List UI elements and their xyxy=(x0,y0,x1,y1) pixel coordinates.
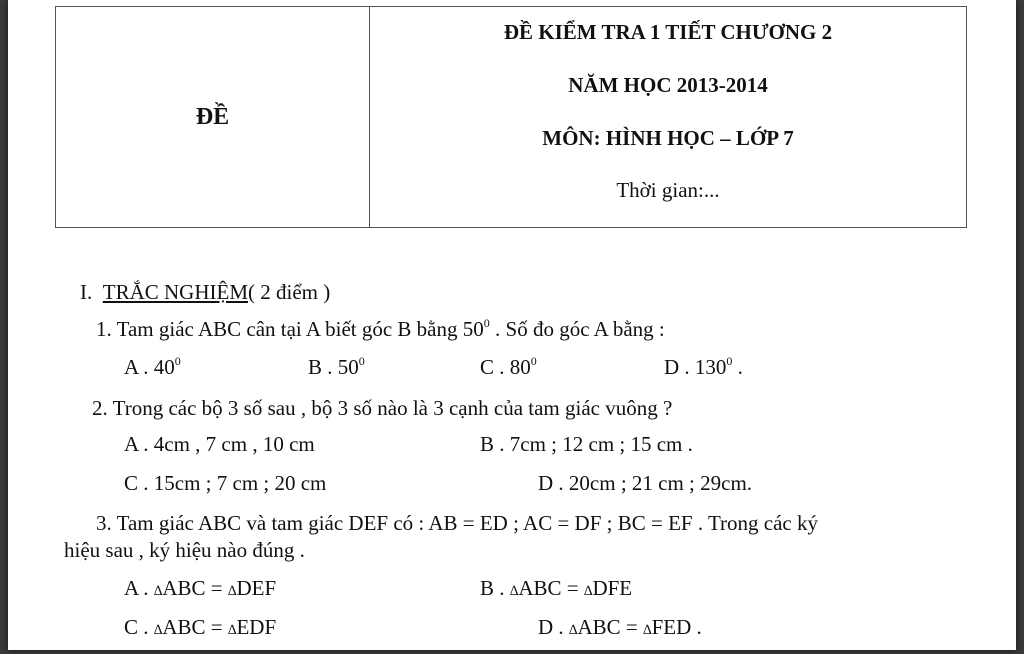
q1-option-c xyxy=(480,355,537,380)
section-number: I. xyxy=(80,280,93,304)
triangle-icon: ∆ xyxy=(227,623,237,638)
q1-b-text: B . 50 xyxy=(308,355,359,379)
q3-d-left: ABC = xyxy=(577,615,644,639)
q3-option-c xyxy=(124,615,276,640)
q3-option-b xyxy=(480,576,632,601)
exam-title: ĐỀ KIỂM TRA 1 TIẾT CHƯƠNG 2 xyxy=(503,20,833,44)
document-page xyxy=(8,0,1016,650)
q1-option-a xyxy=(124,355,181,380)
q1-c-text: C . 80 xyxy=(480,355,531,379)
q3-option-a xyxy=(124,576,276,601)
q3-c-right: EDF xyxy=(236,615,277,639)
q1-option-b xyxy=(308,355,365,380)
question-3-line1: 3. Tam giác ABC và tam giác DEF có : AB = ED ; AC = DF ; BC = EF . Trong các ký xyxy=(96,511,818,535)
header-table xyxy=(55,6,967,228)
question-3-line2: hiệu sau , ký hiệu nào đúng . xyxy=(64,538,305,562)
triangle-icon: ∆ xyxy=(153,623,163,638)
q3-b-left: ABC = xyxy=(518,576,584,600)
q3-b-label: B . xyxy=(480,576,505,600)
q3-a-label: A . xyxy=(124,576,149,600)
q3-c-left: ABC = xyxy=(162,615,228,639)
question-1 xyxy=(96,317,665,342)
section-heading xyxy=(80,280,330,305)
triangle-icon: ∆ xyxy=(643,623,652,638)
section-title: TRẮC NGHIỆM xyxy=(102,280,248,304)
question-2: 2. Trong các bộ 3 số sau , bộ 3 số nào là 3 cạnh của tam giác vuông ? xyxy=(92,396,673,420)
q1-d-sup: 0 xyxy=(726,354,733,368)
q1-d-text: D . 130 xyxy=(664,355,727,379)
triangle-icon: ∆ xyxy=(568,623,578,638)
header-info xyxy=(370,7,966,227)
q3-b-right: DFE xyxy=(592,576,633,600)
q1-text-end: . Số đo góc A bằng : xyxy=(489,317,665,341)
triangle-icon: ∆ xyxy=(153,584,163,599)
q2-option-d: D . 20cm ; 21 cm ; 29cm. xyxy=(538,471,753,495)
subject-line: MÔN: HÌNH HỌC – LỚP 7 xyxy=(542,126,794,150)
q1-a-sup: 0 xyxy=(174,354,181,368)
triangle-icon: ∆ xyxy=(583,584,593,599)
q2-option-b: B . 7cm ; 12 cm ; 15 cm . xyxy=(480,432,693,456)
triangle-icon: ∆ xyxy=(227,584,237,599)
q3-c-label: C . xyxy=(124,615,149,639)
q1-text: 1. Tam giác ABC cân tại A biết góc B bằng 50 xyxy=(96,317,484,341)
triangle-icon: ∆ xyxy=(509,584,519,599)
exam-label: ĐỀ xyxy=(56,7,370,227)
q3-a-right: DEF xyxy=(236,576,277,600)
q3-d-label: D . xyxy=(538,615,564,639)
q3-d-right: FED . xyxy=(651,615,702,639)
q1-c-sup: 0 xyxy=(530,354,537,368)
q2-option-a: A . 4cm , 7 cm , 10 cm xyxy=(124,432,315,456)
q3-a-left: ABC = xyxy=(162,576,228,600)
q2-option-c: C . 15cm ; 7 cm ; 20 cm xyxy=(124,471,327,495)
school-year: NĂM HỌC 2013-2014 xyxy=(568,73,768,97)
q1-option-d xyxy=(664,355,743,380)
q3-option-d xyxy=(538,615,702,640)
q1-degree: 0 xyxy=(483,316,490,330)
q1-d-end: . xyxy=(732,355,743,379)
q1-a-text: A . 40 xyxy=(124,355,175,379)
q1-b-sup: 0 xyxy=(358,354,365,368)
section-points: ( 2 điểm ) xyxy=(248,280,331,304)
time-line: Thời gian:... xyxy=(616,178,720,202)
